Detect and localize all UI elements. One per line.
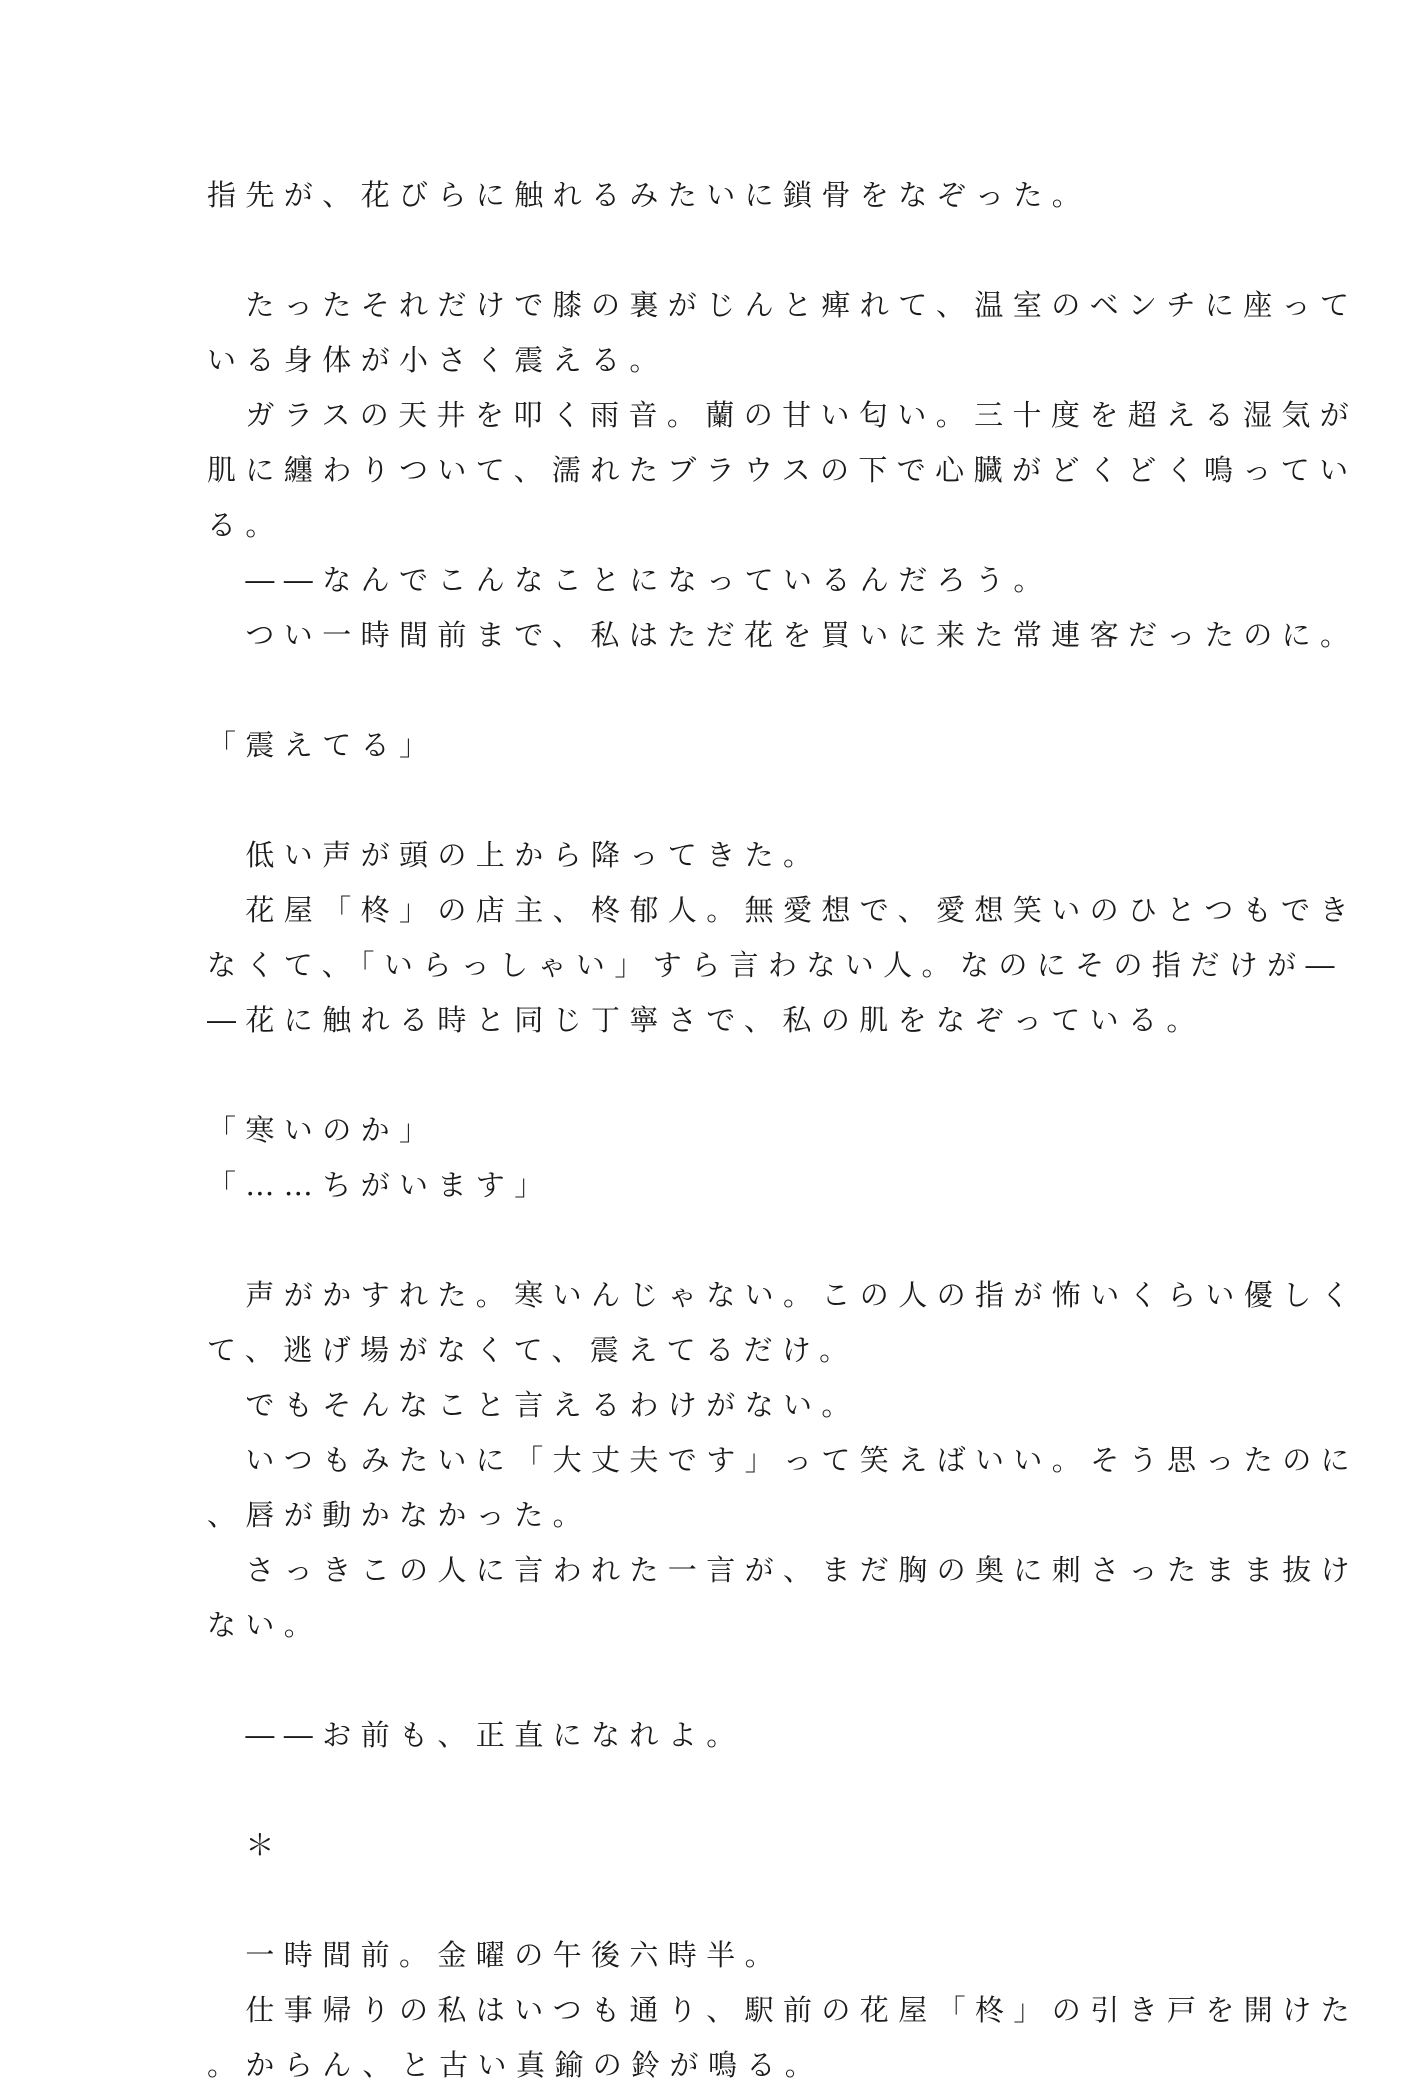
dialogue-line: 「……ちがいます」	[207, 1168, 553, 1202]
blank-line	[207, 1048, 1207, 1103]
text-line: 肌に纏わりついて、濡れたブラウスの下で心臓がどくどく鳴ってい	[207, 453, 1358, 487]
text-line: でもそんなこと言えるわけがない。	[207, 1388, 860, 1422]
text-line: ――お前も、正直になれよ。	[207, 1718, 745, 1752]
text-line: 指先が、花びらに触れるみたいに鎖骨をなぞった。	[207, 178, 1091, 212]
text-line: る。	[207, 508, 284, 542]
text-line: て、逃げ場がなくて、震えてるだけ。	[207, 1333, 858, 1367]
text-line: 。からん、と古い真鍮の鈴が鳴る。	[207, 2048, 824, 2082]
scene-break: ＊	[207, 1828, 284, 1862]
blank-line	[207, 663, 1207, 718]
blank-line	[207, 1763, 1207, 1818]
text-line: なくて、「いらっしゃい」すら言わない人。なのにその指だけが―	[207, 948, 1344, 982]
text-line: たったそれだけで膝の裏がじんと痺れて、温室のベンチに座って	[207, 288, 1359, 322]
blank-line	[207, 773, 1207, 828]
text-line: いつもみたいに「大丈夫です」って笑えばいい。そう思ったのに	[207, 1443, 1360, 1477]
text-line: いる身体が小さく震える。	[207, 343, 668, 377]
text-line: つい一時間前まで、私はただ花を買いに来た常連客だったのに。	[207, 618, 1359, 652]
blank-line	[207, 223, 1207, 278]
blank-line	[207, 1213, 1207, 1268]
text-line: ――なんでこんなことになっているんだろう。	[207, 563, 1052, 597]
blank-line	[207, 1653, 1207, 1708]
text-line: 仕事帰りの私はいつも通り、駅前の花屋「柊」の引き戸を開けた	[207, 1993, 1360, 2027]
dialogue-line: 「震えてる」	[207, 728, 438, 762]
text-line: 低い声が頭の上から降ってきた。	[207, 838, 822, 872]
novel-body-text	[207, 168, 1360, 2093]
text-line: 一時間前。金曜の午後六時半。	[207, 1938, 784, 1972]
text-line: 花屋「柊」の店主、柊郁人。無愛想で、愛想笑いのひとつもでき	[207, 893, 1358, 927]
text-line: ない。	[207, 1608, 323, 1642]
text-line: 声がかすれた。寒いんじゃない。この人の指が怖いくらい優しく	[207, 1278, 1360, 1312]
text-line: さっきこの人に言われた一言が、まだ胸の奥に刺さったまま抜け	[207, 1553, 1360, 1587]
text-line: 、唇が動かなかった。	[207, 1498, 592, 1532]
blank-line	[207, 1873, 1207, 1928]
dialogue-line: 「寒いのか」	[207, 1113, 438, 1147]
text-line: ―花に触れる時と同じ丁寧さで、私の肌をなぞっている。	[207, 1003, 1205, 1037]
text-line: ガラスの天井を叩く雨音。蘭の甘い匂い。三十度を超える湿気が	[207, 398, 1359, 432]
